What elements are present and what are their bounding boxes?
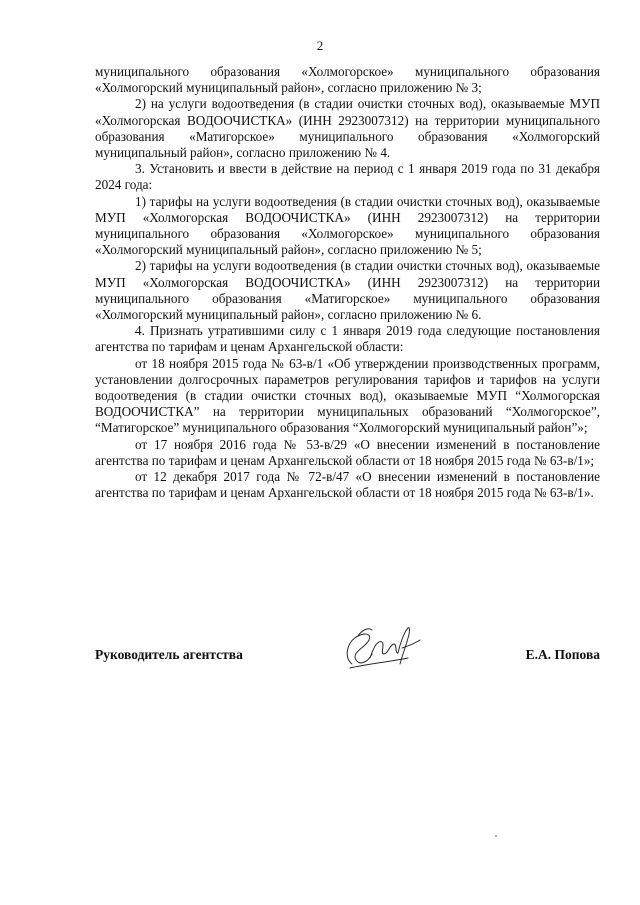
paragraph-item-2-tariff-matigorskoe: 2) на услуги водоотведения (в стадии очистки сточных вод), оказываемые МУП «Холмогорская ВОДООЧИСТКА» (ИНН 2923007312) на территории муниципального образования «Матигорское» муниципального образования «Холмогорский муниципальный район», согласно приложению № 4.	[95, 96, 600, 161]
scan-speck	[495, 835, 497, 837]
document-body	[95, 64, 600, 501]
paragraph-clause-3-item-2: 2) тарифы на услуги водоотведения (в стадии очистки сточных вод), оказываемые МУП «Холмогорская ВОДООЧИСТКА» (ИНН 2923007312) на территории муниципального образования «Матигорское» муниципального образования «Холмогорский муниципальный район», согласно приложению № 6.	[95, 258, 600, 323]
paragraph-clause-3: 3. Установить и ввести в действие на период с 1 января 2019 года по 31 декабря 2024 года:	[95, 161, 600, 193]
signature-block	[95, 640, 600, 680]
page-number: 2	[316, 38, 324, 53]
paragraph-clause-4: 4. Признать утратившими силу с 1 января 2019 года следующие постановления агентства по тарифам и ценам Архангельской области:	[95, 323, 600, 355]
signatory-title: Руководитель агентства	[95, 647, 243, 662]
paragraph-repealed-2017: от 12 декабря 2017 года № 72-в/47 «О внесении изменений в постановление агентства по тарифам и ценам Архангельской области от 18 ноября 2015 года № 63-в/1».	[95, 469, 600, 501]
handwritten-signature	[338, 624, 423, 672]
paragraph-clause-3-item-1: 1) тарифы на услуги водоотведения (в стадии очистки сточных вод), оказываемые МУП «Холмогорская ВОДООЧИСТКА» (ИНН 2923007312) на территории муниципального образования «Холмогорское» муниципального образования «Холмогорский муниципальный район», согласно приложению № 5;	[95, 193, 600, 258]
paragraph-repealed-2016: от 17 ноября 2016 года № 53-в/29 «О внесении изменений в постановление агентства по тарифам и ценам Архангельской области от 18 ноября 2015 года № 63-в/1»;	[95, 436, 600, 468]
signatory-name: Е.А. Попова	[525, 647, 600, 662]
paragraph-repealed-2015: от 18 ноября 2015 года № 63-в/1 «Об утверждении производственных программ, установлении долгосрочных параметров регулирования тарифов и тарифов на услуги водоотведения (в стадии очистки сточных вод), оказываемые МУП “Холмогорская ВОДООЧИСТКА” на территории муниципальных образований “Холмогорское”, “Матигорское” муниципального образования “Холмогорский муниципальный район”»;	[95, 355, 600, 436]
paragraph-continuation: муниципального образования «Холмогорское» муниципального образования «Холмогорский муниципальный район», согласно приложению № 3;	[95, 64, 600, 96]
